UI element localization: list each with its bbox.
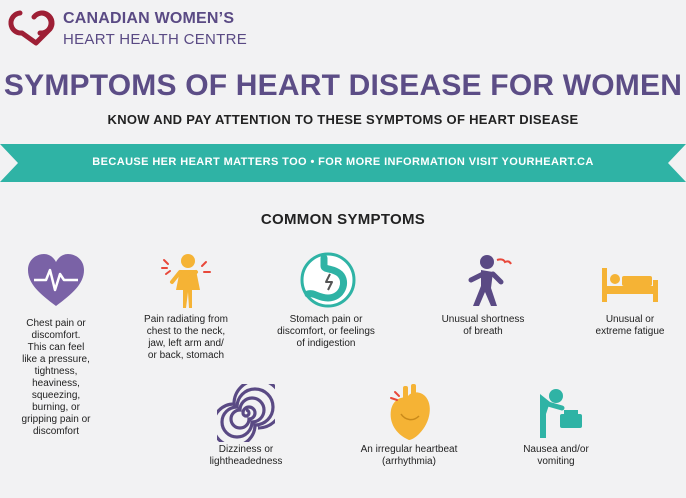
symptom-line: discomfort.	[31, 330, 81, 341]
symptom-line: burning, or	[32, 402, 80, 413]
symptom-line: An irregular heartbeat	[360, 444, 458, 455]
symptom-line: tightness,	[34, 366, 78, 377]
symptom-dizziness	[196, 384, 296, 468]
symptom-line: like a pressure,	[22, 354, 90, 365]
symptom-fatigue	[578, 252, 682, 338]
logo-hearts-icon	[6, 7, 56, 47]
brand-name-line1: CANADIAN WOMEN’S	[63, 10, 235, 27]
heart-ecg-icon	[26, 252, 86, 310]
symptom-line: vomiting	[537, 456, 575, 467]
woman-pain-icon	[156, 252, 216, 310]
symptom-stomach	[262, 252, 390, 350]
symptom-line: gripping pain or	[21, 414, 91, 425]
heart-organ-icon	[379, 384, 439, 442]
symptom-line: or back, stomach	[147, 350, 225, 361]
symptom-line: squeezing,	[31, 390, 81, 401]
symptom-line: (arrhythmia)	[382, 456, 436, 467]
symptom-line: heaviness,	[32, 378, 80, 389]
brand-name-line2: HEART HEALTH CENTRE	[63, 31, 248, 48]
symptom-line: extreme fatigue	[595, 326, 665, 337]
banner-text: BECAUSE HER HEART MATTERS TOO • FOR MORE INFORMATION VISIT YOURHEART.CA	[92, 156, 594, 168]
symptom-line: lightheadedness	[209, 456, 283, 467]
symptom-line: Unusual or	[605, 314, 655, 325]
symptom-line: Unusual shortness	[441, 314, 525, 325]
symptom-line: discomfort, or feelings	[277, 326, 375, 337]
symptom-line: Stomach pain or	[289, 314, 363, 325]
symptom-line: Nausea and/or	[523, 444, 589, 455]
page-title: SYMPTOMS OF HEART DISEASE FOR WOMEN	[3, 69, 683, 102]
symptom-irregular-heartbeat	[346, 384, 472, 468]
symptom-chest-pain	[12, 252, 100, 438]
stomach-icon	[296, 252, 356, 310]
symptom-line: Pain radiating from	[144, 314, 228, 325]
symptom-line: discomfort	[32, 426, 80, 437]
spiral-icon	[217, 384, 275, 442]
symptom-line: of breath	[463, 326, 503, 337]
symptom-nausea	[508, 384, 604, 468]
symptom-shortness-of-breath	[424, 252, 542, 338]
symptom-line: Dizziness or	[218, 444, 274, 455]
section-title: COMMON SYMPTOMS	[260, 211, 426, 228]
running-person-icon	[453, 252, 513, 310]
symptom-line: chest to the neck,	[146, 326, 226, 337]
symptom-line: This can feel	[27, 342, 85, 353]
symptom-radiating-pain	[126, 252, 246, 362]
vomiting-person-icon	[526, 384, 586, 442]
bed-icon	[598, 252, 662, 310]
symptom-line: Chest pain or	[26, 318, 86, 329]
symptom-line: jaw, left arm and/	[148, 338, 224, 349]
page-subtitle: KNOW AND PAY ATTENTION TO THESE SYMPTOMS OF HEART DISEASE	[107, 112, 579, 127]
symptom-line: of indigestion	[296, 338, 356, 349]
